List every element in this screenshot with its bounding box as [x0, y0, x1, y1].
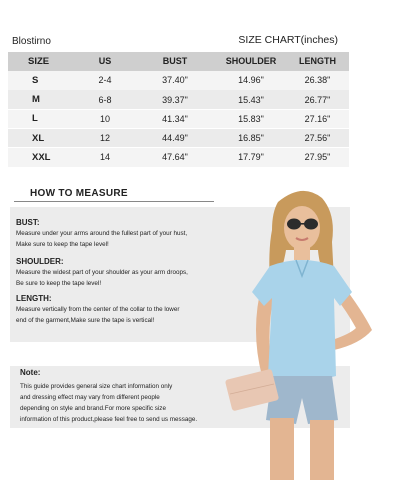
column-header-size: SIZE: [28, 55, 50, 67]
length-heading: LENGTH:: [16, 294, 52, 303]
bust-text-line: Measure under your arms around the fullest part of your hust,: [16, 230, 188, 237]
table-cell-size: L: [32, 113, 38, 125]
table-cell-length: 27.16": [304, 113, 331, 124]
table-cell-length: 26.77": [304, 94, 331, 105]
table-row: [8, 129, 349, 148]
table-cell-size: XXL: [32, 151, 51, 163]
table-cell-shoulder: 15.43": [238, 94, 264, 105]
note-heading: Note:: [20, 368, 41, 377]
right-leg: [310, 420, 334, 480]
length-instructions: [16, 293, 179, 326]
note-text-line: and dressing effect may vary from different people: [20, 394, 160, 401]
model-photo: [210, 180, 400, 480]
table-cell-us: 14: [99, 152, 110, 163]
note-text-line: depending on style and brand.For more specific size: [20, 405, 166, 412]
column-header-shoulder: SHOULDER: [225, 56, 277, 67]
table-header-row: [8, 52, 349, 71]
how-to-measure-title: HOW TO MEASURE: [30, 188, 128, 199]
table-cell-bust: 41.34": [162, 113, 188, 124]
note-text: [20, 381, 240, 425]
table-cell-length: 26.38": [304, 75, 331, 86]
note-text-line: This guide provides general size chart information only: [20, 383, 173, 390]
table-cell-us: 10: [99, 113, 110, 124]
left-leg: [270, 418, 294, 480]
table-cell-shoulder: 16.85": [238, 133, 264, 144]
column-header-bust: BUST: [162, 56, 188, 67]
shoulder-instructions: [16, 256, 188, 289]
column-header-length: LENGTH: [299, 56, 336, 67]
bust-text-line: Make sure to keep the tape level!: [16, 241, 109, 248]
size-table: [8, 52, 349, 167]
neck: [294, 246, 310, 260]
table-cell-size: M: [32, 94, 40, 106]
table-cell-bust: 37.40": [162, 75, 188, 86]
table-cell-shoulder: 15.83": [238, 113, 264, 124]
shoulder-heading: SHOULDER:: [16, 257, 64, 266]
column-header-us: US: [98, 56, 112, 67]
size-chart-title: SIZE CHART(inches): [238, 34, 338, 46]
table-cell-bust: 39.37": [162, 94, 188, 105]
table-cell-length: 27.56": [304, 133, 331, 144]
bust-heading: BUST:: [16, 218, 40, 227]
table-cell-length: 27.95": [304, 152, 331, 163]
table-row: [8, 90, 349, 109]
table-cell-us: 6-8: [98, 94, 112, 105]
table-row: [8, 110, 349, 129]
brand-name: Blostirno: [12, 36, 51, 47]
table-cell-bust: 47.64": [162, 152, 188, 163]
shoulder-text-line: Be sure to keep the tape level!: [16, 280, 102, 287]
title-underline: [14, 201, 214, 202]
shoulder-text-line: Measure the widest part of your shoulder as your arm droops,: [16, 269, 188, 276]
table-cell-size: S: [32, 74, 39, 86]
table-cell-shoulder: 17.79": [238, 152, 264, 163]
length-text-line: Measure vertically from the center of the collar to the lower: [16, 306, 180, 313]
table-row: [8, 148, 349, 167]
length-text-line: end of the garment,Make sure the tape is vertical!: [16, 317, 155, 324]
table-row: [8, 71, 349, 90]
table-cell-us: 2-4: [98, 75, 112, 86]
bust-instructions: [16, 217, 187, 250]
table-cell-size: XL: [32, 132, 45, 144]
table-cell-shoulder: 14.96": [238, 75, 264, 86]
note-text-line: information of this product,please feel free to send us message.: [20, 416, 198, 423]
table-cell-us: 12: [99, 133, 110, 144]
table-cell-bust: 44.49": [162, 133, 188, 144]
